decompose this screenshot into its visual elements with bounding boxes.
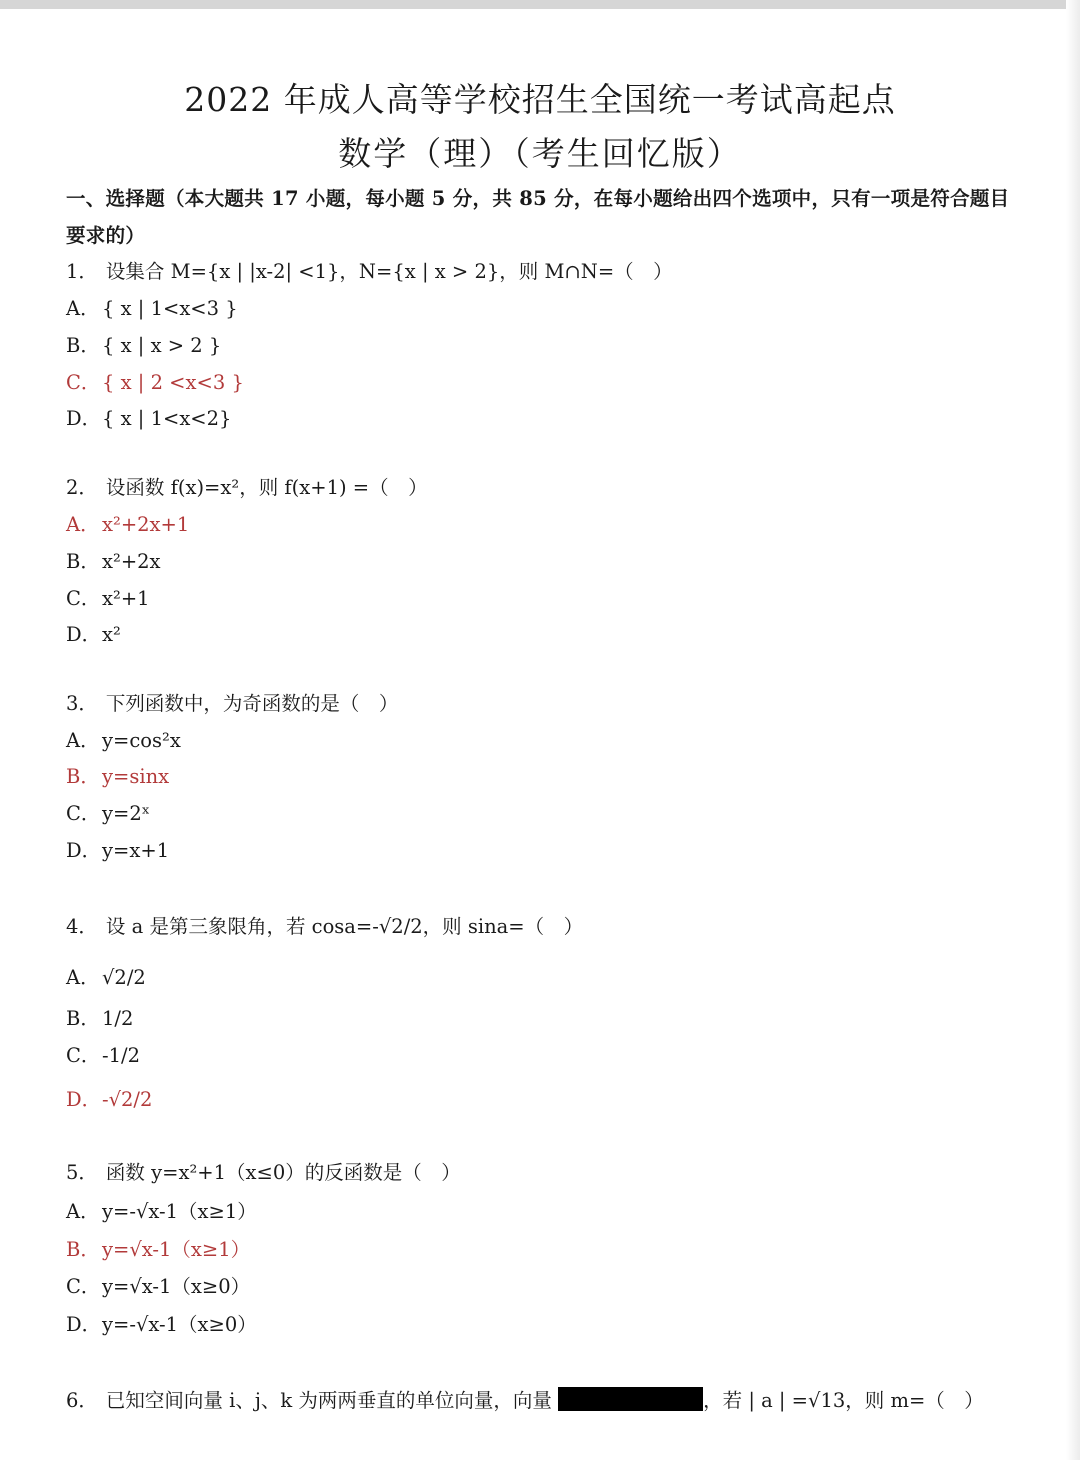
question-5 — [66, 1160, 461, 1186]
option-label: A． — [66, 966, 100, 989]
question-text: 下列函数中，为奇函数的是（ ） — [105, 692, 399, 715]
q4-option-c — [66, 1043, 140, 1069]
q1-option-d — [66, 406, 231, 432]
option-label: C． — [66, 802, 101, 825]
question-number: 6． — [66, 1389, 98, 1412]
option-text: y=-√x-1（x≥0） — [102, 1313, 257, 1336]
q2-option-b — [66, 549, 161, 575]
question-number: 2． — [66, 476, 98, 499]
option-label: C． — [66, 1275, 101, 1298]
option-label: B． — [66, 1238, 100, 1261]
question-text: 设 a 是第三象限角，若 cosa=-√2/2，则 sina=（ ） — [105, 915, 584, 938]
question-text: ，若 | a | =√13，则 m=（ ） — [703, 1389, 984, 1412]
option-label: A． — [66, 729, 100, 752]
question-number: 5． — [66, 1161, 98, 1184]
page-subtitle: 数学（理）（考生回忆版） — [338, 134, 742, 173]
question-text: 设集合 M={x | |x-2| <1}，N={x | x > 2}，则 M∩N=（ ） — [105, 260, 673, 283]
option-text: y=cos²x — [102, 729, 181, 752]
question-2 — [66, 475, 428, 501]
option-text: -√2/2 — [102, 1088, 153, 1111]
option-text: { x | 1<x<3 } — [102, 297, 238, 320]
question-text: 设函数 f(x)=x²，则 f(x+1) =（ ） — [105, 476, 428, 499]
option-label: D． — [66, 1313, 102, 1336]
option-text: y=sinx — [102, 765, 170, 788]
option-label: B． — [66, 550, 100, 573]
option-label: D． — [66, 1088, 102, 1111]
option-label: D． — [66, 407, 102, 430]
option-label: C． — [66, 371, 101, 394]
question-text: 已知空间向量 i、j、k 为两两垂直的单位向量，向量 — [105, 1389, 559, 1412]
option-text: y=2ˣ — [102, 802, 151, 825]
option-text: x²+1 — [102, 587, 150, 610]
q3-option-a — [66, 728, 181, 754]
q4-option-a — [66, 965, 146, 991]
option-text: x²+2x+1 — [102, 513, 190, 536]
q1-option-c-answer — [66, 370, 244, 396]
redaction-box — [558, 1387, 703, 1411]
q3-option-b-answer — [66, 764, 169, 790]
option-label: C． — [66, 587, 101, 610]
option-text: y=-√x-1（x≥1） — [102, 1200, 257, 1223]
option-label: B． — [66, 1007, 100, 1030]
option-text: { x | x > 2 } — [102, 334, 222, 357]
option-text: y=√x-1（x≥0） — [102, 1275, 251, 1298]
q3-option-c — [66, 801, 150, 827]
q1-option-a — [66, 296, 238, 322]
question-6 — [66, 1383, 1006, 1419]
question-1 — [66, 259, 673, 285]
q5-option-b-answer — [66, 1237, 250, 1263]
q1-option-b — [66, 333, 221, 359]
q4-option-b — [66, 1006, 133, 1032]
question-number: 4． — [66, 915, 98, 938]
q5-option-d — [66, 1312, 257, 1338]
top-edge-shadow — [0, 0, 1080, 9]
right-edge-shadow — [1066, 0, 1080, 1460]
page-title: 2022 年成人高等学校招生全国统一考试高起点 — [184, 80, 896, 119]
option-label: A． — [66, 297, 100, 320]
option-text: { x | 2 <x<3 } — [102, 371, 244, 394]
section-heading: 一、选择题（本大题共 17 小题，每小题 5 分，共 85 分，在每小题给出四个选项中，只有一项是符合题目要求的） — [66, 187, 1010, 247]
option-text: y=√x-1（x≥1） — [102, 1238, 251, 1261]
q2-option-a-answer — [66, 512, 189, 538]
question-4 — [66, 914, 583, 940]
question-number: 3． — [66, 692, 98, 715]
option-text: { x | 1<x<2} — [102, 407, 232, 430]
q5-option-a — [66, 1199, 257, 1225]
option-label: B． — [66, 765, 100, 788]
option-text: x² — [102, 623, 121, 646]
question-number: 1． — [66, 260, 98, 283]
option-text: y=x+1 — [102, 839, 170, 862]
option-label: D． — [66, 839, 102, 862]
q3-option-d — [66, 838, 169, 864]
option-label: B． — [66, 334, 100, 357]
question-text: 函数 y=x²+1（x≤0）的反函数是（ ） — [105, 1161, 461, 1184]
option-text: 1/2 — [102, 1007, 134, 1030]
q5-option-c — [66, 1274, 250, 1300]
option-text: -1/2 — [102, 1044, 140, 1067]
question-3 — [66, 691, 398, 717]
option-text: √2/2 — [102, 966, 146, 989]
option-label: A． — [66, 1200, 100, 1223]
q4-option-d-answer — [66, 1087, 152, 1113]
q2-option-c — [66, 586, 150, 612]
option-text: x²+2x — [102, 550, 161, 573]
option-label: D． — [66, 623, 102, 646]
option-label: A． — [66, 513, 100, 536]
option-label: C． — [66, 1044, 101, 1067]
q2-option-d — [66, 622, 121, 648]
